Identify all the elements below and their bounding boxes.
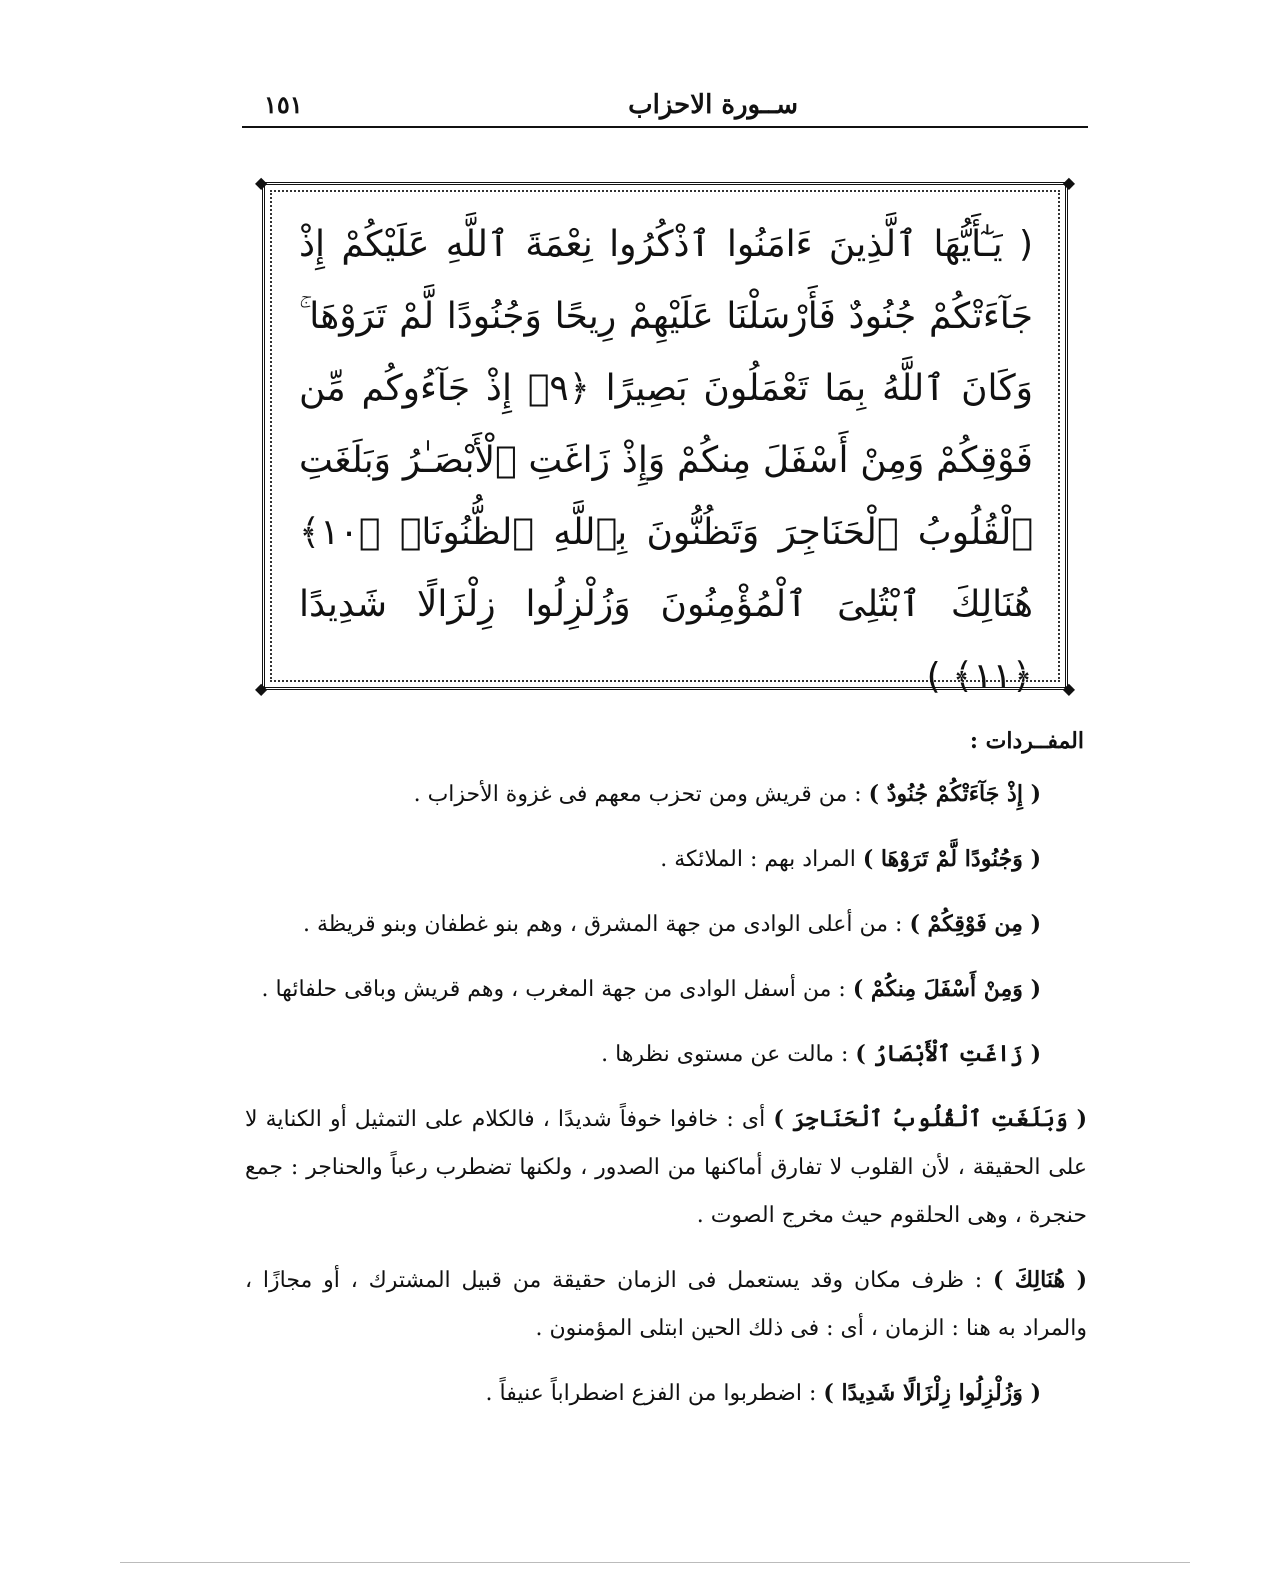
vocab-entry: ( زَاغَتِ ٱلْأَبْصَارُ ) : مالت عن مستوى نظرها . — [601, 1041, 1041, 1067]
page-bottom-line — [120, 1562, 1190, 1563]
ornament-icon: ◆ — [1062, 679, 1075, 698]
vocabulary-list — [245, 770, 1087, 1434]
vocab-entry: ( وَجُنُودًا لَّمْ تَرَوْهَا ) المراد بهم : الملائكة . — [660, 846, 1041, 872]
vocabulary-heading: المفــردات : — [969, 728, 1084, 754]
vocab-entry: ( وَبَلَغَتِ ٱلْقُلُوبُ ٱلْحَنَاجِرَ ) أى : خافوا خوفاً شديدًا ، فالكلام على التمثيل أو الكناية لا على الحقيقة ، لأن القلوب لا تفارق أماكنها من الصدور ، ولكنها تضطرب رعباً والحناجر : جمع حنجرة ، وهى الحلقوم حيث مخرج الصوت . — [245, 1106, 1087, 1228]
verse-frame — [255, 173, 1075, 698]
surah-title: ســورة الاحزاب — [628, 90, 798, 120]
ornament-icon: ◆ — [255, 679, 268, 698]
page-number: ١٥١ — [264, 90, 303, 119]
vocab-entry: ( مِن فَوْقِكُمْ ) : من أعلى الوادى من جهة المشرق ، وهم بنو غطفان وبنو قريظة . — [303, 911, 1041, 937]
ornament-icon: ◆ — [255, 173, 268, 192]
vocab-entry: ( هُنَالِكَ ) : ظرف مكان وقد يستعمل فى الزمان حقيقة من قبيل المشترك ، أو مجازًا ، والمراد به هنا : الزمان ، أى : فى ذلك الحين ابتلى المؤمنون . — [245, 1267, 1087, 1341]
vocab-entry: ( إِذْ جَآءَتْكُمْ جُنُودٌ ) : من قريش ومن تحزب معهم فى غزوة الأحزاب . — [413, 781, 1041, 807]
ornament-icon: ◆ — [1062, 173, 1075, 192]
quran-verse: ( يَـٰٓأَيُّهَا ٱلَّذِينَ ءَامَنُوا ٱذْكُرُوا نِعْمَةَ ٱللَّهِ عَلَيْكُمْ إِذْ جَآءَتْكُمْ جُنُودٌ فَأَرْسَلْنَا عَلَيْهِمْ رِيحًا وَجُنُودًا لَّمْ تَرَوْهَا ۚ وَكَانَ ٱللَّهُ بِمَا تَعْمَلُونَ بَصِيرًا ﴿٩﴾ إِذْ جَآءُوكُم مِّن فَوْقِكُمْ وَمِنْ أَسْفَلَ مِنكُمْ وَإِذْ زَاغَتِ ٱلْأَبْصَـٰرُ وَبَلَغَتِ ٱلْقُلُوبُ ٱلْحَنَاجِرَ وَتَظُنُّونَ بِٱللَّهِ ٱلظُّنُونَا۠ ﴿١٠﴾ هُنَالِكَ ٱبْتُلِىَ ٱلْمُؤْمِنُونَ وَزُلْزِلُوا زِلْزَالًا شَدِيدًا ﴿١١﴾ ) — [299, 224, 1033, 697]
vocab-entry: ( وَزُلْزِلُوا زِلْزَالًا شَدِيدًا ) : اضطربوا من الفزع اضطراباً عنيفاً . — [485, 1380, 1041, 1406]
page-header — [242, 82, 1088, 128]
vocab-entry: ( وَمِنْ أَسْفَلَ مِنكُمْ ) : من أسفل الوادى من جهة المغرب ، وهم قريش وباقى حلفائها . — [261, 976, 1041, 1002]
